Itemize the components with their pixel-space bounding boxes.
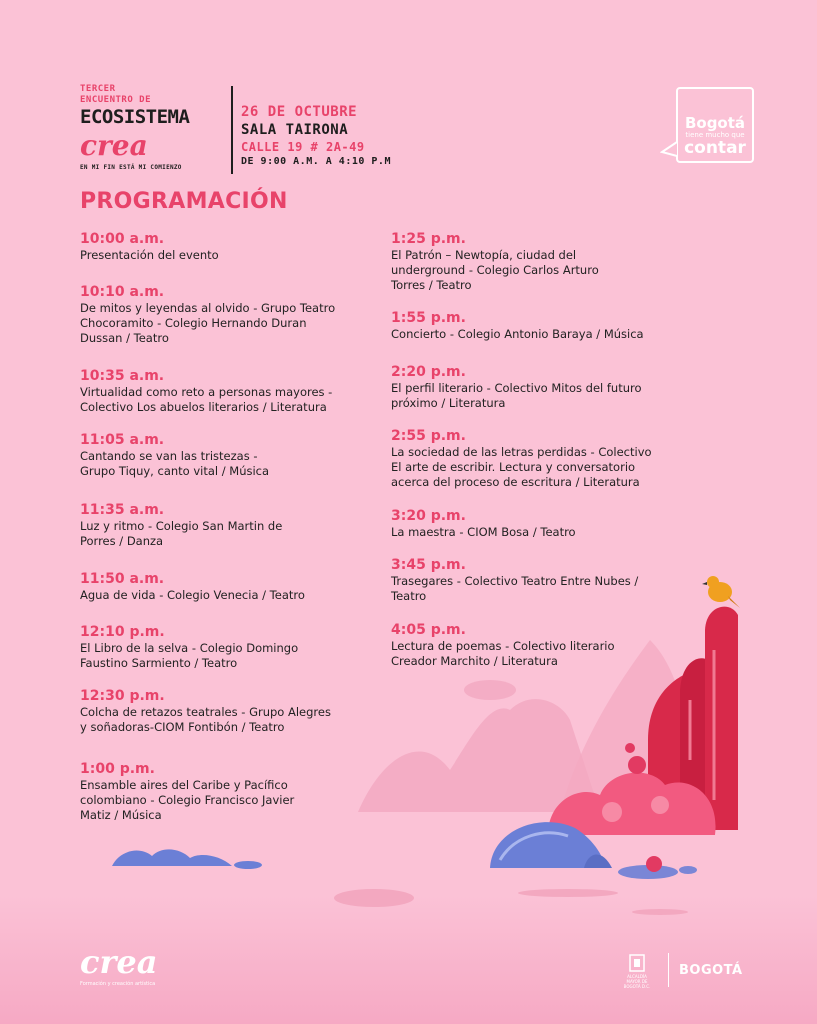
alcaldia-logo	[622, 953, 652, 989]
item-time: 11:50 a.m.	[80, 571, 165, 587]
item-time: 1:25 p.m.	[391, 231, 466, 247]
item-description: Ensamble aires del Caribe y Pacífico colombiano - Colegio Francisco Javier Matiz / Música	[80, 778, 295, 822]
item-description: La sociedad de las letras perdidas - Colectivo El arte de escribir. Lectura y conversatorio acerca del proceso de escritura / Literatura	[391, 445, 652, 489]
schedule-item	[80, 230, 219, 263]
header-line2: ENCUENTRO DE	[80, 95, 152, 105]
schedule-item	[80, 687, 331, 735]
item-time: 3:45 p.m.	[391, 557, 466, 573]
item-time: 10:00 a.m.	[80, 231, 165, 247]
item-description: El perfil literario - Colectivo Mitos del futuro próximo / Literatura	[391, 381, 642, 410]
event-hours: DE 9:00 A.M. A 4:10 P.M	[241, 156, 391, 167]
item-time: 4:05 p.m.	[391, 622, 466, 638]
schedule-item	[391, 507, 576, 540]
crea-logo: crea	[80, 129, 148, 162]
item-time: 11:05 a.m.	[80, 432, 165, 448]
badge-line1: Bogotá	[684, 114, 746, 132]
item-time: 12:10 p.m.	[80, 624, 165, 640]
schedule-item	[391, 363, 642, 411]
header-big-title: ECOSISTEMA	[80, 106, 190, 128]
footer-crea-wordmark: crea	[80, 943, 158, 981]
badge-line3: contar	[684, 138, 746, 158]
alcaldia-text: ALCALDÍA MAYOR DE BOGOTÁ D.C.	[623, 974, 651, 989]
badge-line2: tiene mucho que	[685, 131, 745, 139]
event-venue: SALA TAIRONA	[241, 122, 349, 138]
header-tagline: EN MI FIN ESTÁ MI COMIENZO	[80, 164, 182, 171]
schedule-item	[80, 501, 282, 549]
speech-tail-icon	[660, 140, 680, 160]
item-time: 10:10 a.m.	[80, 284, 165, 300]
item-description: Presentación del evento	[80, 248, 219, 262]
item-description: Concierto - Colegio Antonio Baraya / Música	[391, 327, 644, 341]
bogota-speech-badge	[676, 87, 754, 163]
item-description: Lectura de poemas - Colectivo literario Creador Marchito / Literatura	[391, 639, 615, 668]
item-time: 2:55 p.m.	[391, 428, 466, 444]
header-line1: TERCER	[80, 84, 116, 94]
item-description: Agua de vida - Colegio Venecia / Teatro	[80, 588, 305, 602]
item-description: El Libro de la selva - Colegio Domingo Faustino Sarmiento / Teatro	[80, 641, 299, 670]
coat-of-arms-icon	[626, 953, 648, 973]
schedule-item	[80, 283, 335, 346]
item-description: Cantando se van las tristezas - Grupo Tiquy, canto vital / Música	[80, 449, 270, 478]
item-time: 11:35 a.m.	[80, 502, 165, 518]
schedule-item	[80, 570, 305, 603]
item-time: 2:20 p.m.	[391, 364, 466, 380]
schedule-item	[80, 431, 269, 479]
event-logo-block	[80, 84, 230, 171]
schedule-item	[80, 623, 298, 671]
item-time: 3:20 p.m.	[391, 508, 466, 524]
schedule-item	[391, 230, 599, 293]
footer-crea-logo	[80, 945, 157, 987]
item-time: 1:55 p.m.	[391, 310, 466, 326]
item-description: Trasegares - Colectivo Teatro Entre Nubes / Teatro	[391, 574, 639, 603]
item-time: 10:35 a.m.	[80, 368, 165, 384]
item-time: 1:00 p.m.	[80, 761, 155, 777]
schedule-item	[80, 760, 294, 823]
header-divider	[231, 86, 233, 174]
item-time: 12:30 p.m.	[80, 688, 165, 704]
page-title: PROGRAMACIÓN	[80, 189, 288, 214]
item-description: Colcha de retazos teatrales - Grupo Alegres y soñadoras-CIOM Fontibón / Teatro	[80, 705, 331, 734]
footer-divider	[668, 953, 669, 987]
schedule-item	[391, 556, 638, 604]
item-description: Virtualidad como reto a personas mayores - Colectivo Los abuelos literarios / Literatura	[80, 385, 333, 414]
schedule-item	[391, 427, 652, 490]
item-description: La maestra - CIOM Bosa / Teatro	[391, 525, 576, 539]
item-description: De mitos y leyendas al olvido - Grupo Teatro Chocoramito - Colegio Hernando Duran Dussan / Teatro	[80, 301, 336, 345]
item-description: Luz y ritmo - Colegio San Martin de Porres / Danza	[80, 519, 283, 548]
event-info	[241, 103, 391, 169]
bogota-logo: BOGOTÁ	[679, 963, 743, 978]
event-address: CALLE 19 # 2A-49	[241, 140, 365, 154]
schedule-item	[80, 367, 332, 415]
event-date: 26 DE OCTUBRE	[241, 104, 358, 120]
footer-crea-subtitle: Formación y creación artística	[80, 981, 156, 987]
schedule-item	[391, 621, 615, 669]
schedule-item	[391, 309, 644, 342]
item-description: El Patrón – Newtopía, ciudad del underground - Colegio Carlos Arturo Torres / Teatro	[391, 248, 599, 292]
